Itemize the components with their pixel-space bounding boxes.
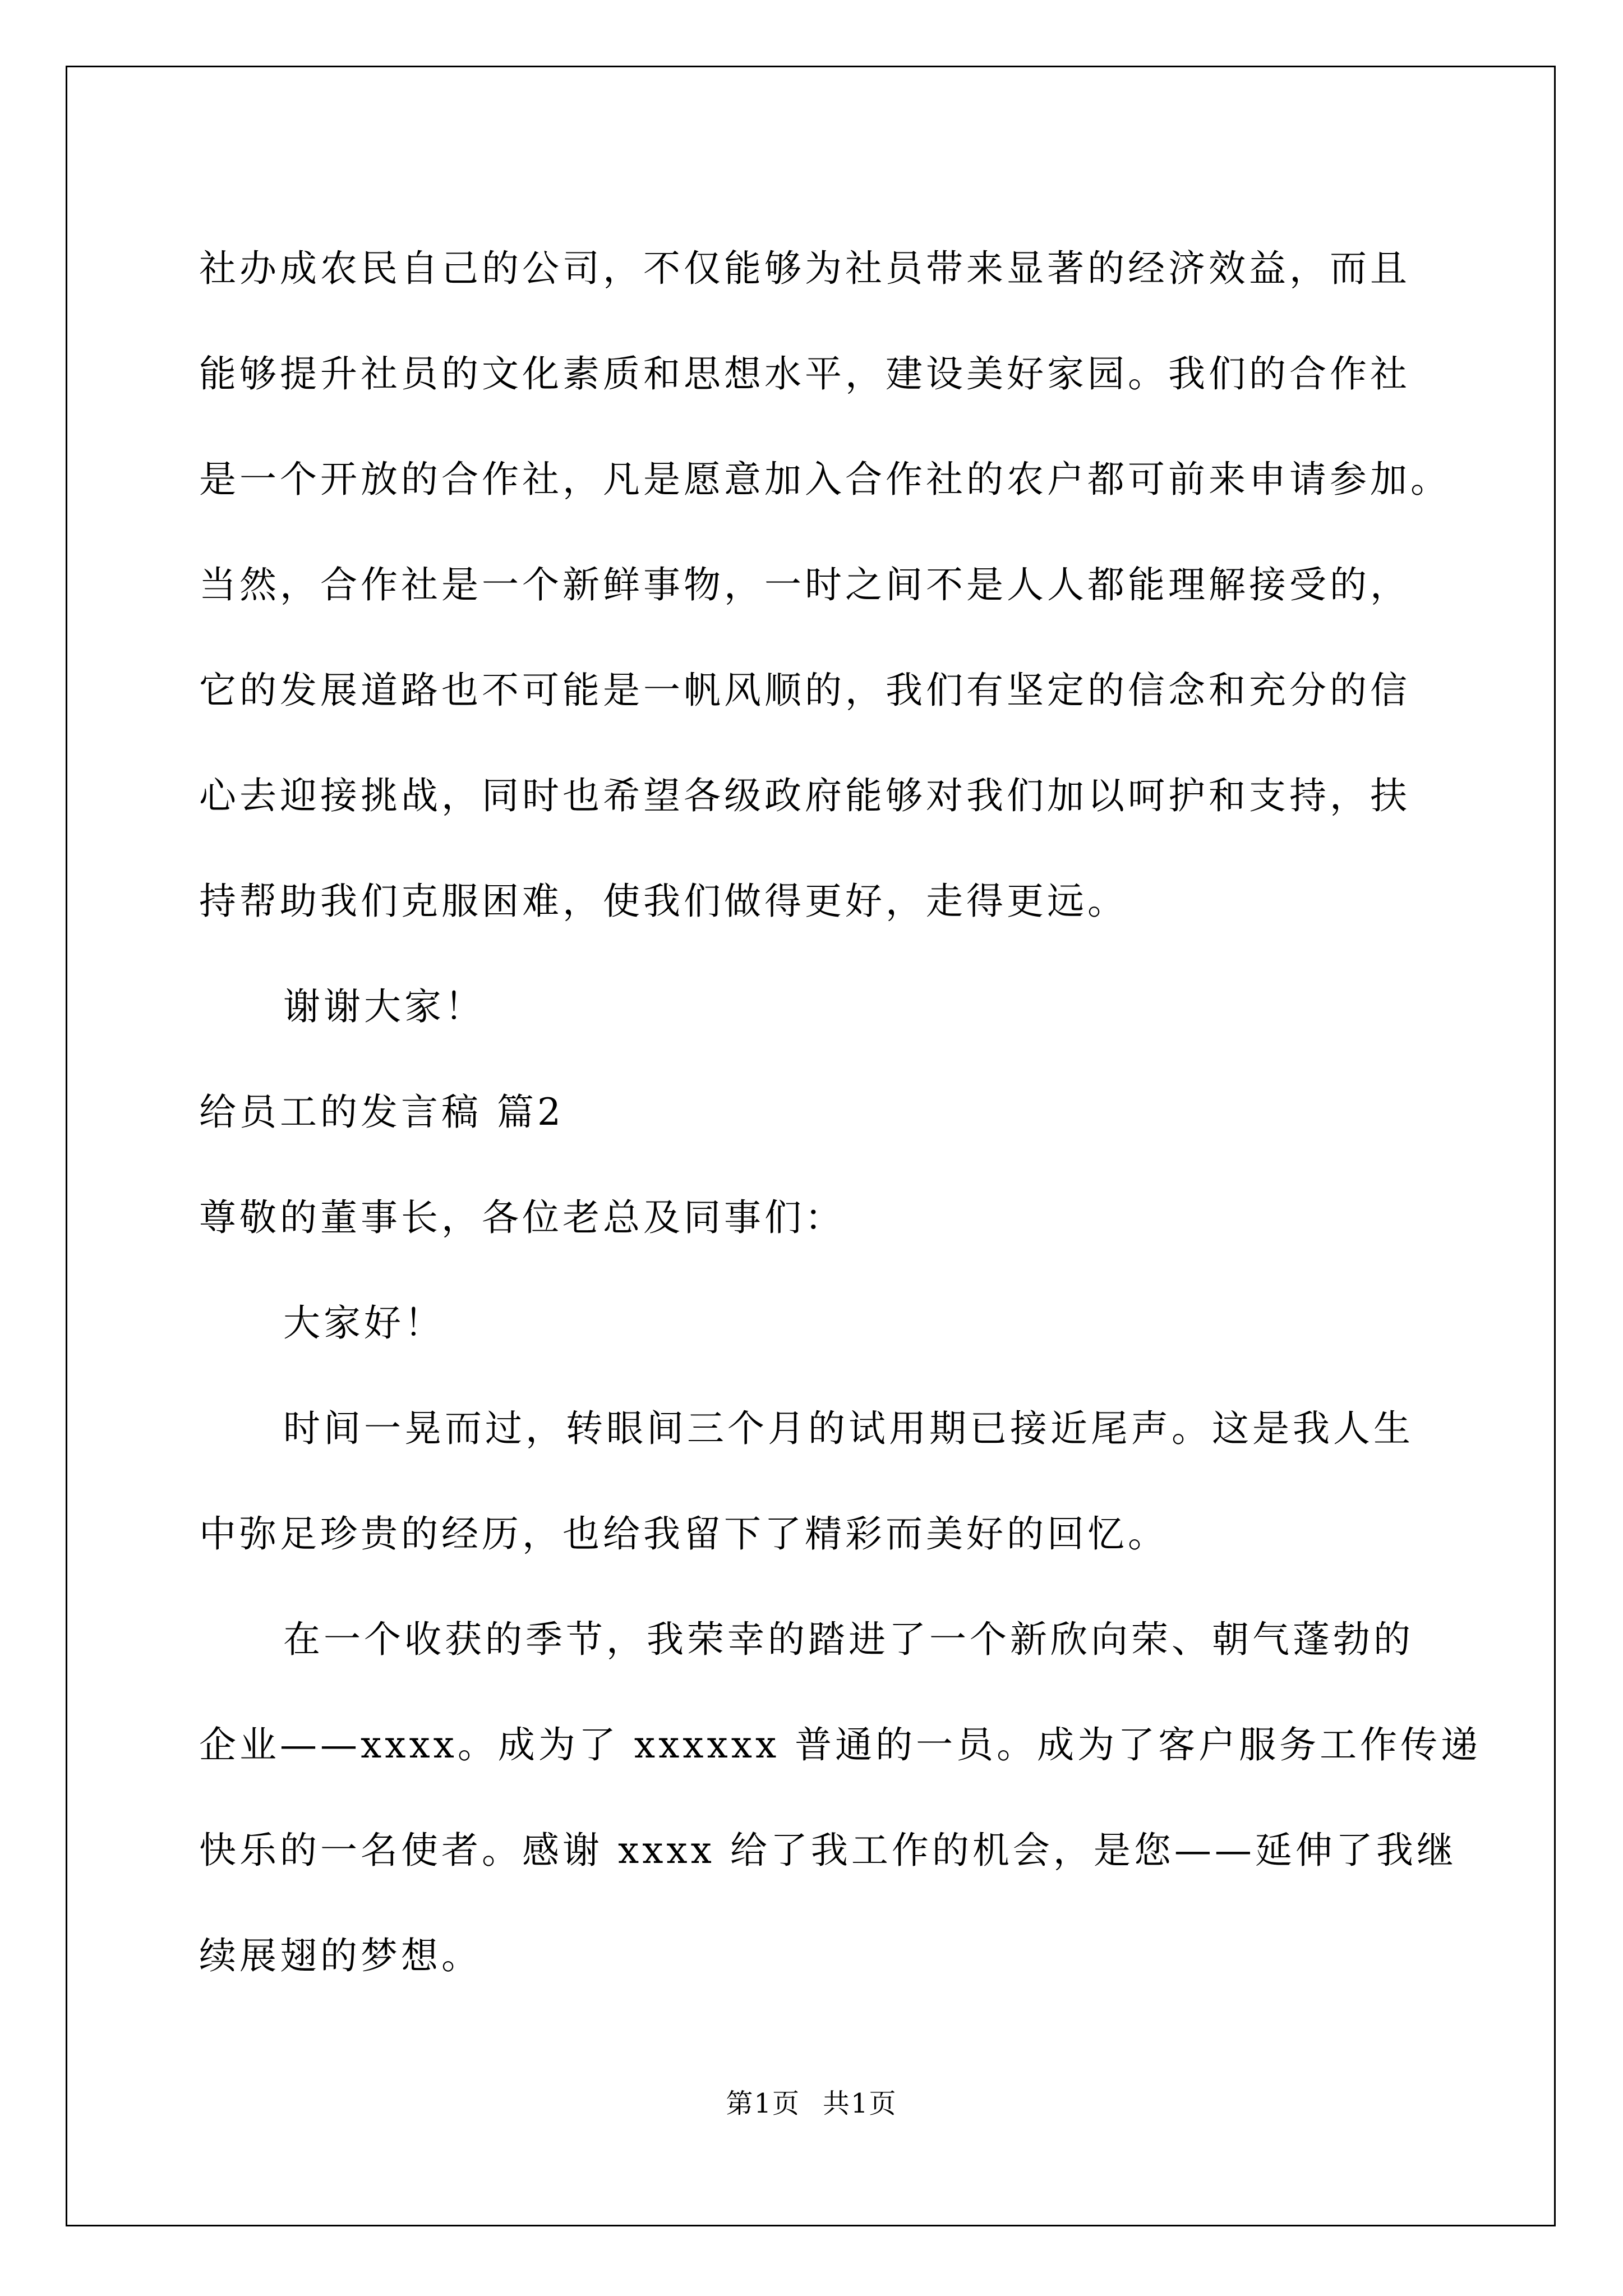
text-line: 企业——xxxx。成为了 xxxxxx 普通的一员。成为了客户服务工作传递 bbox=[199, 1723, 1482, 1766]
text-line: 快乐的一名使者。感谢 xxxx 给了我工作的机会，是您——延伸了我继 bbox=[199, 1829, 1457, 1872]
text-line: 续展翅的梦想。 bbox=[199, 1934, 482, 1977]
text-line: 中弥足珍贵的经历，也给我留下了精彩而美好的回忆。 bbox=[199, 1512, 1168, 1556]
text-line: 是一个开放的合作社，凡是愿意加入合作社的农户都可前来申请参加。 bbox=[199, 458, 1451, 501]
page-total: 共1页 bbox=[823, 2088, 897, 2119]
text-line: 在一个收获的季节，我荣幸的踏进了一个新欣向荣、朝气蓬勃的 bbox=[283, 1618, 1414, 1661]
text-line: 心去迎接挑战，同时也希望各级政府能够对我们加以呵护和支持，扶 bbox=[199, 774, 1410, 817]
text-line: 社办成农民自己的公司，不仅能够为社员带来显著的经济效益，而且 bbox=[199, 247, 1410, 290]
text-line: 能够提升社员的文化素质和思想水平，建设美好家园。我们的合作社 bbox=[199, 352, 1410, 395]
text-line: 时间一晃而过，转眼间三个月的试用期已接近尾声。这是我人生 bbox=[283, 1407, 1414, 1450]
document-body bbox=[199, 216, 1482, 2009]
closing-thanks: 谢谢大家！ bbox=[283, 985, 485, 1028]
text-line: 它的发展道路也不可能是一帆风顺的，我们有坚定的信念和充分的信 bbox=[199, 669, 1410, 712]
text-line: 当然，合作社是一个新鲜事物，一时之间不是人人都能理解接受的， bbox=[199, 563, 1410, 606]
text-line: 持帮助我们克服困难，使我们做得更好，走得更远。 bbox=[199, 880, 1128, 923]
page-number: 第1页 bbox=[726, 2088, 800, 2119]
salutation: 尊敬的董事长，各位老总及同事们： bbox=[199, 1196, 845, 1239]
page-footer bbox=[0, 2087, 1623, 2120]
greeting: 大家好！ bbox=[283, 1301, 445, 1345]
section-heading: 给员工的发言稿 篇2 bbox=[199, 1091, 564, 1134]
